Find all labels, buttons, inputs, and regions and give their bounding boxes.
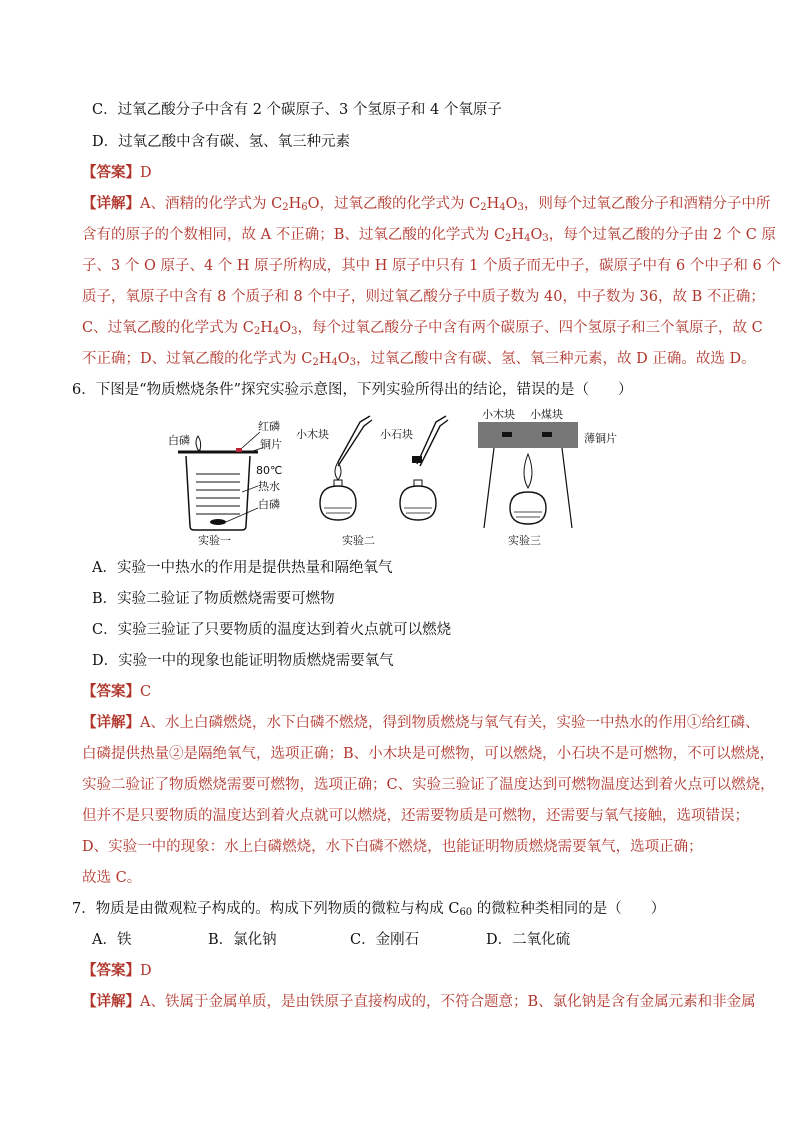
q5-option-d: D．过氧乙酸中含有碳、氢、氧三种元素 <box>92 134 351 150</box>
caption-exp2: 实验二 <box>342 534 375 547</box>
alcohol-lamp-left <box>320 486 356 520</box>
text-segment: A、水上白磷燃烧，水下白磷不燃烧，得到物质燃烧与氧气有关，实验一中热水的作用①给红磷、 <box>140 715 760 731</box>
subscript: 2 <box>480 202 487 213</box>
q7-answer <box>82 961 152 981</box>
subscript: 3 <box>542 233 549 244</box>
q5-detail-line-4: 质子，氧原子中含有 8 个质子和 8 个中子，则过氧乙酸分子中质子数为 40，中子数为 36，故 B 不正确； <box>82 289 765 305</box>
subscript: 3 <box>349 357 356 368</box>
label-copper-plate: 铜片 <box>260 438 282 451</box>
answer-value: C <box>140 684 152 700</box>
q7-option-d: D．二氧化硫 <box>486 932 571 948</box>
subscript: 3 <box>517 202 524 213</box>
text-segment: ，则每个过氧乙酸分子和酒精分子中所 <box>523 196 771 212</box>
text-segment: O <box>337 351 350 367</box>
subscript: 4 <box>272 326 280 337</box>
text-segment: H <box>318 351 332 367</box>
q6-option-d: D．实验一中的现象也能证明物质燃烧需要氧气 <box>92 653 394 669</box>
label-white-phosphorus-top: 白磷 <box>168 434 190 447</box>
q7-option-a: A．铁 <box>92 932 132 948</box>
experiment-1 <box>168 419 282 547</box>
q7-option-c: C．金刚石 <box>350 932 420 948</box>
text-segment: ，过氧乙酸中含有碳、氢、氧三种元素，故 D 正确。故选 D。 <box>356 351 756 367</box>
q5-detail-line-3: 子、3 个 O 原子、4 个 H 原子所构成，其中 H 原子中只有 1 个质子而无中子，碳原子中有 6 个中子和 6 个 <box>82 258 781 274</box>
experiment-2 <box>296 416 448 547</box>
answer-tag: 【答案】 <box>82 164 140 181</box>
q6-stem: 6．下图是“物质燃烧条件”探究实验示意图，下列实验所得出的结论，错误的是（ ） <box>72 382 633 398</box>
text-segment: O，过氧乙酸的化学式为 C <box>307 196 481 212</box>
detail-tag: 【详解】 <box>82 993 140 1010</box>
label-white-phosphorus-bottom: 白磷 <box>258 498 280 511</box>
q5-answer <box>82 163 152 183</box>
thin-copper-sheet <box>478 422 578 448</box>
text-segment: C、过氧乙酸的化学式为 C <box>82 320 254 336</box>
label-temperature: 80℃ <box>256 464 283 477</box>
q5-detail-line-5 <box>82 318 763 342</box>
text-segment: H <box>511 227 525 243</box>
q7-option-b: B．氯化钠 <box>208 932 277 948</box>
label-hot-water: 热水 <box>258 480 280 493</box>
text-segment: O <box>530 227 543 243</box>
subscript: 2 <box>312 357 319 368</box>
alcohol-lamp <box>510 492 546 524</box>
q5-option-c: C．过氧乙酸分子中含有 2 个碳原子、3 个氢原子和 4 个氧原子 <box>92 102 502 118</box>
label-small-coal: 小煤块 <box>530 408 563 421</box>
subscript: 2 <box>505 233 512 244</box>
q6-option-b: B．实验二验证了物质燃烧需要可燃物 <box>92 591 335 607</box>
text-segment: A、酒精的化学式为 C <box>140 196 283 212</box>
subscript: 4 <box>524 233 531 244</box>
caption-exp1: 实验一 <box>198 534 231 547</box>
subscript: 60 <box>459 907 473 918</box>
text-segment: 7．物质是由微观粒子构成的。构成下列物质的微粒与构成 C <box>72 901 460 917</box>
q5-detail-line-6 <box>82 349 756 373</box>
text-segment: A、铁属于金属单质，是由铁原子直接构成的，不符合题意；B、氯化钠是含有金属元素和非金属 <box>140 994 756 1010</box>
q6-detail-line-2: 白磷提供热量②是隔绝氧气，选项正确；B、小木块是可燃物，可以燃烧，小石块不是可燃物，不可以燃烧， <box>82 746 775 762</box>
small-coal-block <box>542 432 552 437</box>
text-segment: O <box>279 320 292 336</box>
text-segment: O <box>505 196 518 212</box>
subscript: 3 <box>291 326 298 337</box>
tongs-left <box>338 416 372 466</box>
label-small-wood-3: 小木块 <box>482 408 515 421</box>
detail-tag: 【详解】 <box>82 714 140 731</box>
q6-detail-line-3: 实验二验证了物质燃烧需要可燃物，选项正确；C、实验三验证了温度达到可燃物温度达到着火点可以燃烧， <box>82 777 775 793</box>
small-wood-block <box>502 432 512 437</box>
detail-tag: 【详解】 <box>82 195 140 212</box>
hot-water-lines <box>196 474 240 514</box>
caption-exp3: 实验三 <box>508 534 541 547</box>
subscript: 4 <box>331 357 338 368</box>
subscript: 6 <box>301 202 308 213</box>
text-segment: H <box>288 196 302 212</box>
q6-detail-line-1 <box>82 713 759 733</box>
subscript: 2 <box>282 202 289 213</box>
answer-tag: 【答案】 <box>82 962 140 979</box>
text-segment: 的微粒种类相同的是（ ） <box>472 901 666 917</box>
red-phosphorus <box>236 448 242 452</box>
flame-icon <box>196 436 201 450</box>
subscript: 2 <box>253 326 261 337</box>
q5-detail-line-2 <box>82 225 776 249</box>
text-segment: 不正确；D、过氧乙酸的化学式为 C <box>82 351 313 367</box>
text-segment: ，每个过氧乙酸分子中含有两个碳原子、四个氢原子和三个氧原子，故 C <box>297 320 763 336</box>
text-segment: ，每个过氧乙酸的分子由 2 个 C 原 <box>548 227 776 243</box>
label-thin-copper: 薄铜片 <box>584 432 617 445</box>
q5-detail-line-1 <box>82 194 770 218</box>
q6-option-c: C．实验三验证了只要物质的温度达到着火点就可以燃烧 <box>92 622 452 638</box>
answer-value: D <box>140 165 152 181</box>
q7-stem <box>72 899 665 923</box>
flame-icon <box>335 462 341 480</box>
text-segment: 含有的原子的个数相同，故 A 不正确；B、过氧乙酸的化学式为 C <box>82 227 506 243</box>
q6-option-a: A．实验一中热水的作用是提供热量和隔绝氧气 <box>92 560 393 576</box>
answer-value: D <box>140 963 152 979</box>
text-segment: H <box>486 196 500 212</box>
experiment-diagram <box>160 408 640 548</box>
beaker <box>186 456 250 530</box>
answer-tag: 【答案】 <box>82 683 140 700</box>
white-phosphorus-under-water <box>210 519 226 525</box>
q6-answer <box>82 682 151 702</box>
flame-icon <box>524 454 532 488</box>
experiment-3 <box>478 408 617 547</box>
q6-detail-line-6: 故选 C。 <box>82 870 142 886</box>
alcohol-lamp-right <box>400 486 436 520</box>
q6-detail-line-4: 但并不是只要物质的温度达到着火点就可以燃烧，还需要物质是可燃物，还需要与氧气接触，选项错误； <box>82 808 749 824</box>
experiment-figure <box>160 408 640 548</box>
q7-detail-line-1 <box>82 992 756 1012</box>
label-small-wood: 小木块 <box>296 428 329 441</box>
label-red-phosphorus: 红磷 <box>258 420 280 433</box>
subscript: 4 <box>499 202 506 213</box>
text-segment: H <box>260 320 273 336</box>
q6-detail-line-5: D、实验一中的现象：水上白磷燃烧，水下白磷不燃烧，也能证明物质燃烧需要氧气，选项正确； <box>82 839 703 855</box>
label-small-stone: 小石块 <box>380 428 413 441</box>
